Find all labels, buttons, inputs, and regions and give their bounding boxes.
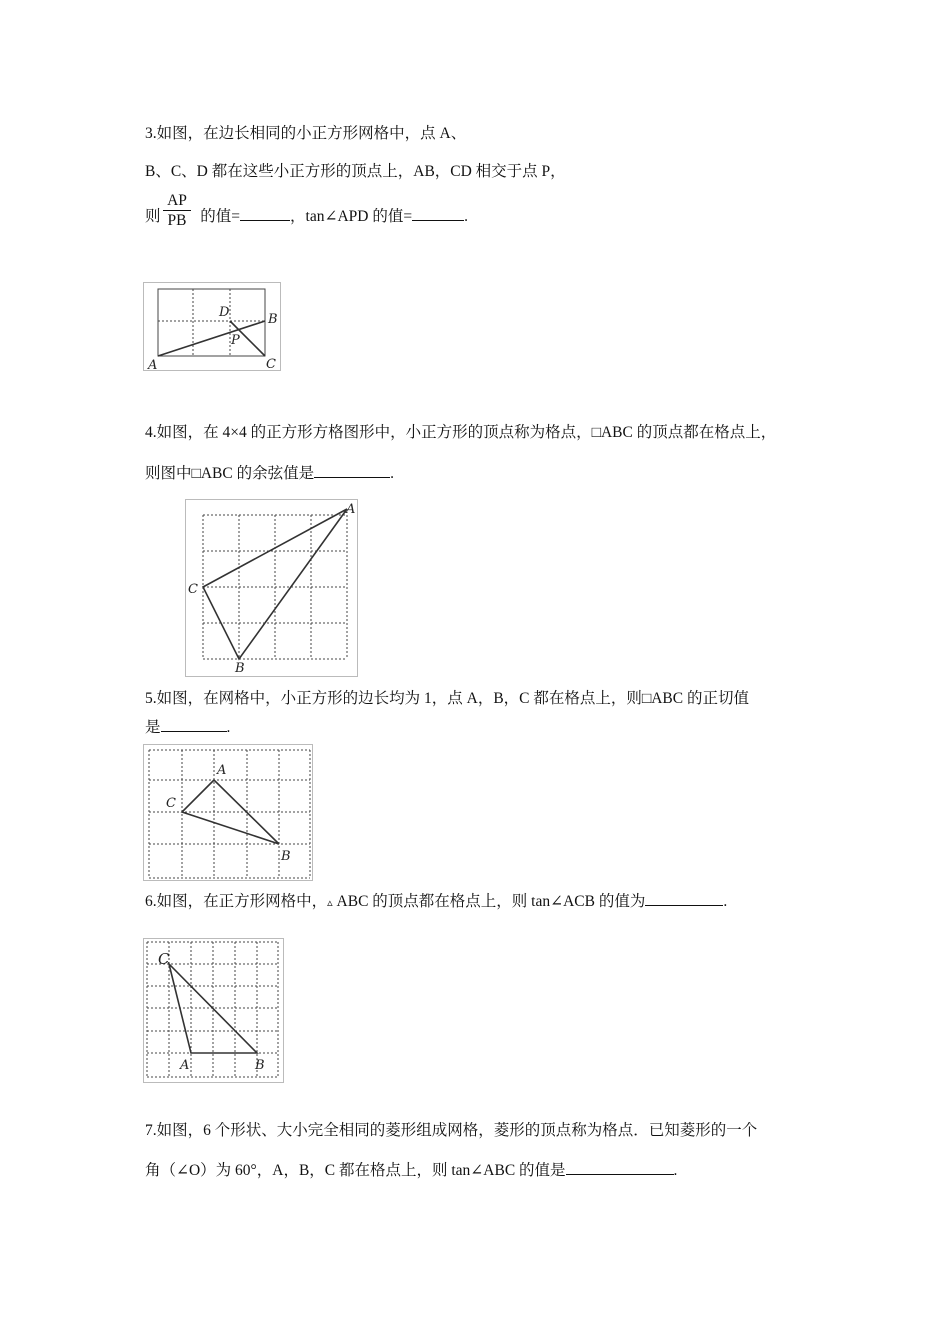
q4-figure (185, 499, 358, 677)
q7-line2-end: . (673, 1162, 678, 1179)
q4-line2-text: 则图中□ABC 的余弦值是 (145, 465, 315, 482)
q3-line1: 3.如图，在边长相同的小正方形网格中，点 A、 (145, 125, 467, 142)
q7-line2-text: 角（∠O）为 60°，A，B，C 都在格点上，则 tan∠ABC 的值是 (145, 1162, 566, 1179)
q5-figure (143, 744, 313, 881)
q3-line2: B、C、D 都在这些小正方形的顶点上，AB，CD 相交于点 P， (145, 163, 566, 180)
q6-label-b: B (255, 1058, 265, 1073)
q6-line1-mid: ABC 的顶点都在格点上，则 tan∠ACB 的值为 (336, 893, 646, 910)
q6-figure-svg (144, 939, 283, 1082)
q7-line1: 7.如图，6 个形状、大小完全相同的菱形组成网格，菱形的顶点称为格点．已知菱形的一个 (145, 1122, 758, 1139)
q3-label-c: C (266, 357, 276, 370)
q3-mid2: ，tan∠APD 的值= (290, 208, 413, 225)
q6-figure (143, 938, 284, 1083)
q4-label-a: A (346, 502, 356, 517)
q4-label-b: B (235, 661, 245, 676)
q3-label-b: B (268, 312, 278, 327)
q4-line2-end: . (390, 465, 394, 482)
q6-line1-end: . (723, 893, 728, 910)
q5-label-a: A (217, 763, 227, 778)
q5-answer-blank[interactable] (161, 716, 227, 732)
q6-triangle-symbol: ▵ (327, 897, 333, 909)
q3-label-d: D (219, 305, 230, 320)
q4-line2 (145, 462, 394, 484)
q3-grid-border (158, 289, 265, 356)
q3-grid (158, 289, 265, 356)
q6-label-c: C (158, 950, 170, 968)
q3-line3 (145, 205, 468, 227)
q5-line1: 5.如图，在网格中，小正方形的边长均为 1，点 A，B，C 都在格点上，则□ABC 的正切值 (145, 690, 749, 707)
q4-line1: 4.如图，在 4×4 的正方形方格图形中，小正方形的顶点称为格点，□ABC 的顶点都在格点上， (145, 424, 777, 441)
q5-line2-text: 是 (145, 719, 161, 736)
q5-line2 (145, 716, 230, 738)
q3-label-p: P (231, 333, 240, 348)
q3-label-a: A (148, 358, 158, 370)
q6-label-a: A (180, 1058, 190, 1073)
q6-answer-blank[interactable] (645, 890, 723, 906)
q5-label-b: B (281, 849, 291, 864)
q3-answer-blank-1[interactable] (240, 205, 290, 221)
q3-figure-svg (144, 283, 280, 370)
q4-answer-blank[interactable] (314, 462, 390, 478)
q4-figure-svg (186, 500, 357, 676)
q3-segment-ab (158, 321, 265, 356)
q3-end: . (464, 208, 468, 225)
q4-label-c: C (188, 582, 198, 597)
q4-grid (203, 515, 347, 659)
q5-line2-end: . (226, 719, 231, 736)
q3-prefix: 则 (145, 208, 161, 225)
q3-mid1: 的值= (200, 208, 241, 225)
q3-fraction (163, 191, 191, 230)
q7-line2 (145, 1159, 677, 1181)
q5-figure-svg (144, 745, 312, 880)
q3-figure (143, 282, 281, 371)
q6-line1-text: 6.如图，在正方形网格中， (145, 893, 328, 910)
q6-line1 (145, 890, 727, 913)
q7-answer-blank[interactable] (566, 1159, 674, 1175)
q3-answer-blank-2[interactable] (412, 205, 464, 221)
q3-fraction-numerator: AP (167, 192, 187, 209)
q5-label-c: C (166, 796, 176, 811)
q3-fraction-denominator: PB (167, 212, 187, 229)
